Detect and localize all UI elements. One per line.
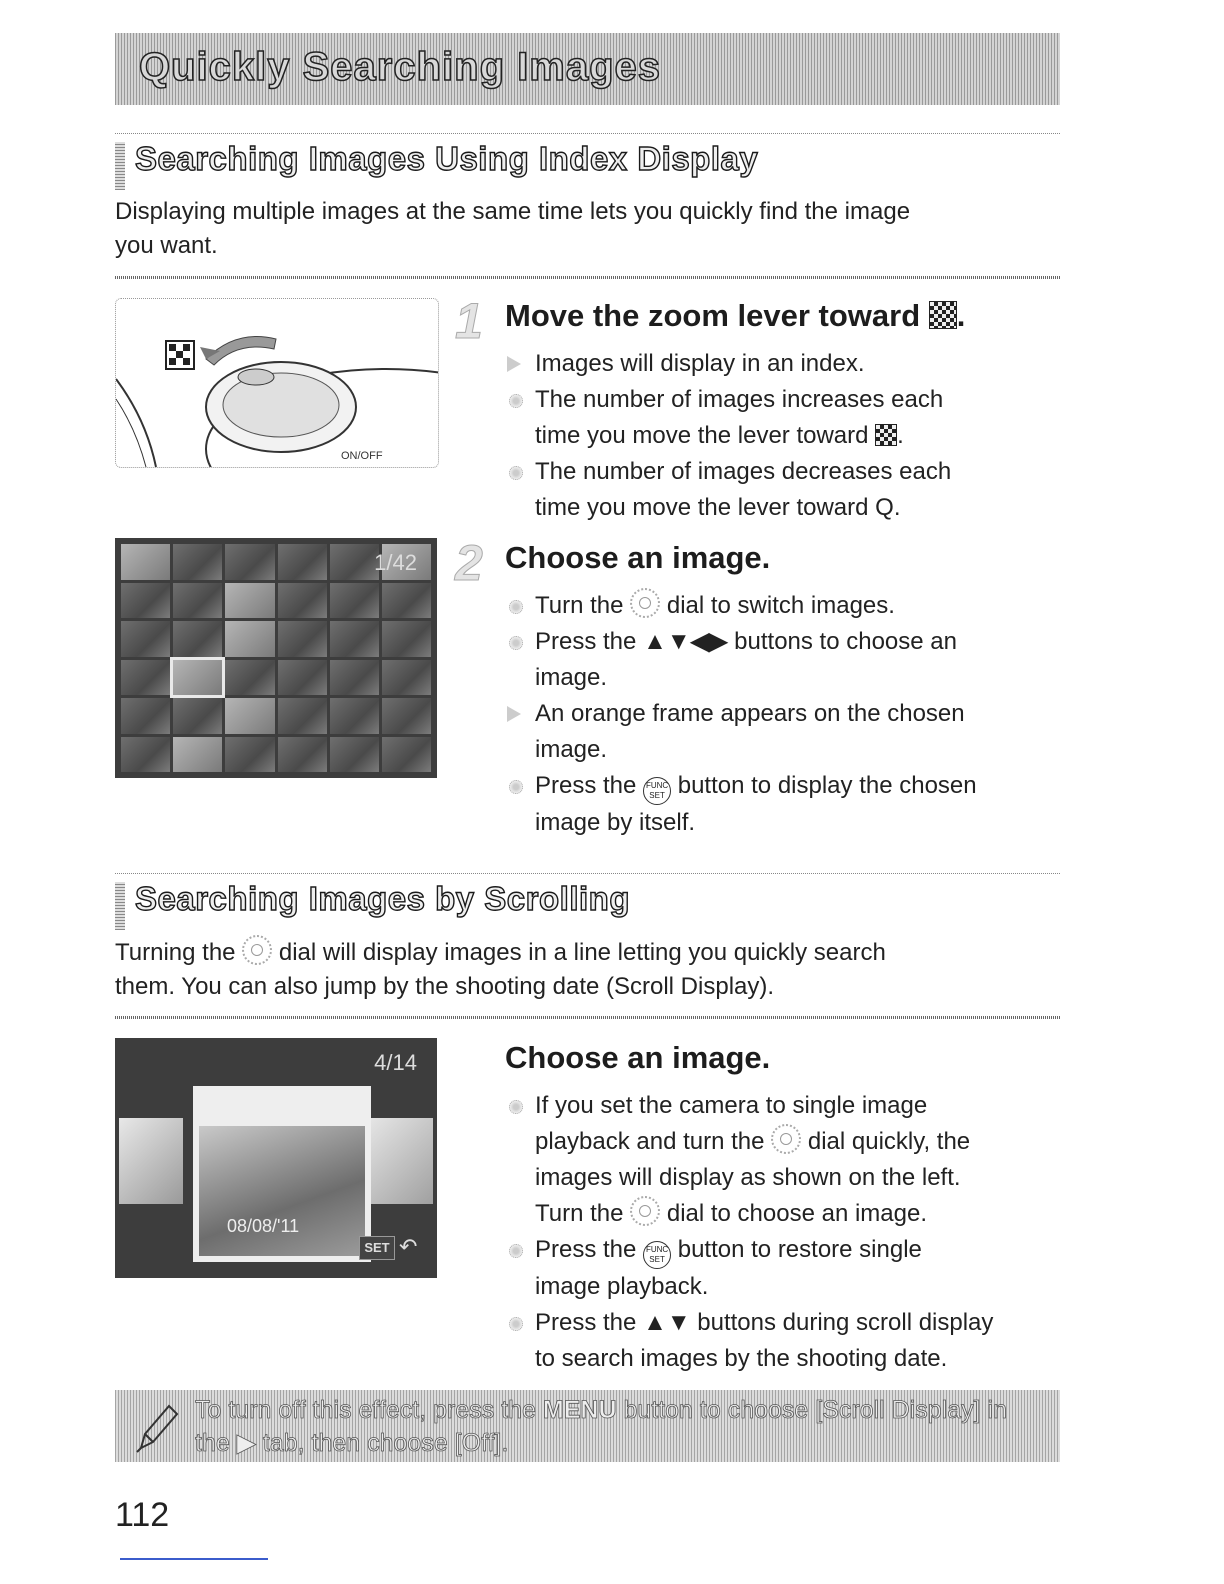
step-title-text: Move the zoom lever toward [505,298,921,333]
scroll-display-screenshot [115,1038,437,1278]
thumbnail [225,737,274,773]
section2-intro [115,935,1060,1004]
image-counter: 4/14 [374,1050,417,1075]
note-text: To turn off this effect, press the MENU button to choose [Scroll Display] in the ▶ tab, then choose [Off]. [195,1396,1007,1457]
list-item: image playback. [535,1273,709,1300]
thumbnail [225,583,274,619]
section-heading-index-display [115,133,1060,196]
list-item: time you move the lever toward Q. [535,494,901,521]
arrow-buttons-icon: ▲▼ [643,1309,691,1336]
thumbnail [382,737,431,773]
step-title: Choose an image. [505,1040,771,1075]
control-dial-icon [630,1196,660,1226]
thumbnail [278,698,327,734]
menu-button-label: MENU [542,1396,617,1424]
thumbnail [330,544,379,580]
heading-marker [115,142,125,190]
shooting-date: 08/08/'11 [227,1216,300,1236]
thumbnail [173,583,222,619]
set-button-icon: SET [359,1236,395,1260]
thumbnail [278,583,327,619]
bullet-icon [509,1317,523,1331]
list-item: to search images by the shooting date. [535,1345,948,1372]
list-item: image. [535,736,608,763]
thumbnail [225,621,274,657]
control-dial-icon [242,935,272,965]
list-item: playback and turn the dial quickly, the [505,1124,1065,1160]
thumbnail [382,621,431,657]
thumbnail [121,698,170,734]
func-set-button-icon: FUNC SET [643,1241,671,1269]
page-title: Quickly Searching Images [139,45,661,89]
list-item: time you move the lever toward . [535,422,904,449]
intro-line: Turning the dial will display images in a line letting you quickly search [115,935,1060,970]
control-dial-icon [630,588,660,618]
page-title-bar [115,33,1060,105]
list-item: Press the ▲▼◀▶ buttons to choose an [505,624,1065,660]
heading-marker [115,882,125,930]
arrow-buttons-icon: ▲▼◀▶ [643,628,728,655]
thumbnail [278,621,327,657]
thumbnail [382,660,431,696]
bullet-icon [509,1100,523,1114]
step-number: 1 [455,293,483,349]
thumbnail [173,660,222,696]
result-arrow-icon [507,706,521,722]
list-item: image. [535,664,608,691]
section-heading-scrolling [115,873,1060,936]
list-item: Press the ▲▼ buttons during scroll display [505,1305,1065,1341]
thumbnail [330,737,379,773]
thumbnail [225,698,274,734]
thumbnail [278,660,327,696]
divider [115,276,1060,279]
thumbnail [330,583,379,619]
divider [115,1016,1060,1019]
step-title: Choose an image. [505,540,771,575]
pencil-icon [133,1400,179,1454]
bullet-icon [509,600,523,614]
result-arrow-icon [507,356,521,372]
footer-link-line [120,1558,268,1560]
list-item: image by itself. [535,809,696,836]
thumbnail [225,660,274,696]
bullet-icon [509,1244,523,1258]
step1-bullets [505,346,1065,526]
thumbnail [121,544,170,580]
list-item: The number of images decreases each [505,454,1065,490]
thumbnail [330,698,379,734]
camera-top-drawing [116,299,438,467]
func-set-button-icon: FUNC SET [643,777,671,805]
thumbnail [382,583,431,619]
list-item: An orange frame appears on the chosen [505,696,1065,732]
bullet-icon [509,394,523,408]
thumbnail [121,583,170,619]
step2-bullets [505,588,1065,841]
control-dial-icon [771,1124,801,1154]
list-item: Press the FUNC SET button to restore single [505,1232,1065,1269]
onoff-label: ON/OFF [341,450,383,462]
next-thumbnail [371,1118,433,1204]
step-title: Move the zoom lever toward . [505,298,966,333]
thumbnail [121,621,170,657]
list-item: Turn the dial to choose an image. [505,1196,1065,1232]
page-number: 112 [115,1496,170,1534]
thumbnail [382,698,431,734]
bullet-icon [509,636,523,650]
index-display-icon [929,301,957,329]
return-icon: ↶ [399,1234,418,1259]
note-box [115,1390,1060,1462]
thumbnail [278,737,327,773]
thumbnail [173,698,222,734]
section1-intro [115,195,1060,263]
thumbnail [330,660,379,696]
list-item: Images will display in an index. [505,346,1065,382]
scroll-step-bullets [505,1088,1065,1377]
section-heading-text: Searching Images by Scrolling [135,880,630,917]
thumbnail [278,544,327,580]
list-item: The number of images increases each [505,382,1065,418]
thumbnail [173,737,222,773]
list-item: If you set the camera to single image [505,1088,1065,1124]
image-counter: 1/42 [374,550,417,575]
intro-line: you want. [115,232,218,259]
index-display-screenshot [115,538,437,778]
bullet-icon [509,780,523,794]
list-item: images will display as shown on the left. [535,1164,961,1191]
intro-line: them. You can also jump by the shooting date (Scroll Display). [115,973,775,1000]
list-item: Press the FUNC SET button to display the chosen [505,768,1065,805]
index-display-icon [875,424,897,446]
thumbnail [173,544,222,580]
step-number: 2 [455,535,483,591]
thumbnail [330,621,379,657]
list-item: Turn the dial to switch images. [505,588,1065,624]
thumbnail [173,621,222,657]
thumbnail [121,737,170,773]
thumbnail [225,544,274,580]
section-heading-text: Searching Images Using Index Display [135,140,759,177]
bullet-icon [509,466,523,480]
intro-line: Displaying multiple images at the same time lets you quickly find the image [115,198,911,225]
thumbnail [121,660,170,696]
camera-zoom-lever-illustration [115,298,439,468]
prev-thumbnail [119,1118,183,1204]
